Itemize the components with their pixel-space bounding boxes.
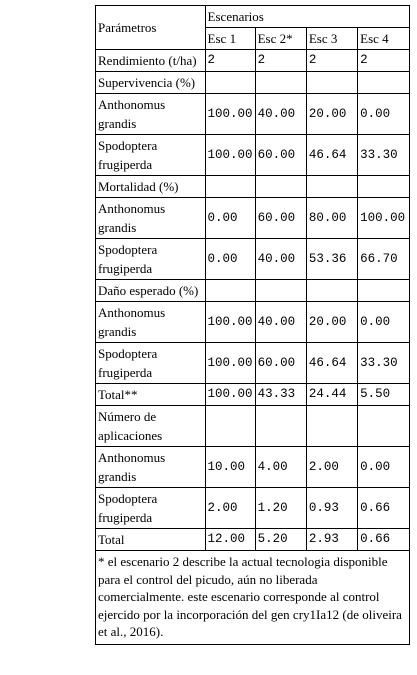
value-cell: 0.00 (358, 302, 410, 343)
value-cell: 80.00 (306, 198, 357, 239)
value-cell (255, 176, 306, 198)
value-cell (306, 406, 357, 447)
escenarios-header: Escenarios (205, 6, 409, 28)
esc-4-header: Esc 4 (358, 28, 410, 50)
value-cell (255, 406, 306, 447)
row-label: Spodoptera frugiperda (96, 239, 206, 280)
value-cell: 100.00 (205, 94, 255, 135)
row-label: Rendimiento (t/ha) (96, 50, 206, 72)
value-cell: 0.00 (205, 239, 255, 280)
row-label: Anthonomus grandis (96, 94, 206, 135)
value-cell (306, 176, 357, 198)
value-cell: 46.64 (306, 135, 357, 176)
value-cell (205, 176, 255, 198)
esc-1-header: Esc 1 (205, 28, 255, 50)
value-cell (358, 406, 410, 447)
row-label: Total (96, 529, 206, 551)
section-row (96, 280, 410, 302)
footnote-row (96, 551, 410, 645)
value-cell: 100.00 (205, 302, 255, 343)
value-cell: 33.30 (358, 135, 410, 176)
table-row (96, 384, 410, 406)
value-cell: 12.00 (205, 529, 255, 551)
value-cell: 5.50 (358, 384, 410, 406)
esc-2-header: Esc 2* (255, 28, 306, 50)
value-cell (205, 406, 255, 447)
value-cell (255, 72, 306, 94)
table-row (96, 343, 410, 384)
value-cell: 24.44 (306, 384, 357, 406)
value-cell: 43.33 (255, 384, 306, 406)
value-cell: 4.00 (255, 447, 306, 488)
table-row (96, 529, 410, 551)
row-label: Número de aplicaciones (96, 406, 206, 447)
header-row-1 (96, 6, 410, 28)
table-row (96, 239, 410, 280)
value-cell: 0.00 (205, 198, 255, 239)
row-label: Anthonomus grandis (96, 302, 206, 343)
value-cell: 100.00 (205, 135, 255, 176)
section-row (96, 72, 410, 94)
row-label: Total** (96, 384, 206, 406)
value-cell: 2.93 (306, 529, 357, 551)
table-row (96, 94, 410, 135)
value-cell: 10.00 (205, 447, 255, 488)
value-cell: 2 (358, 50, 410, 72)
row-label: Anthonomus grandis (96, 198, 206, 239)
table-row (96, 50, 410, 72)
value-cell: 53.36 (306, 239, 357, 280)
value-cell: 40.00 (255, 94, 306, 135)
value-cell (255, 280, 306, 302)
value-cell: 66.70 (358, 239, 410, 280)
value-cell (205, 72, 255, 94)
value-cell (358, 280, 410, 302)
scenarios-table (95, 5, 410, 645)
value-cell (358, 72, 410, 94)
value-cell: 0.66 (358, 488, 410, 529)
value-cell: 40.00 (255, 302, 306, 343)
value-cell: 40.00 (255, 239, 306, 280)
section-row (96, 176, 410, 198)
value-cell: 100.00 (205, 343, 255, 384)
table-row (96, 135, 410, 176)
row-label: Supervivencia (%) (96, 72, 206, 94)
value-cell: 0.66 (358, 529, 410, 551)
value-cell: 60.00 (255, 135, 306, 176)
value-cell (306, 72, 357, 94)
value-cell: 20.00 (306, 94, 357, 135)
table-row (96, 447, 410, 488)
value-cell: 20.00 (306, 302, 357, 343)
value-cell: 2 (306, 50, 357, 72)
value-cell: 0.00 (358, 447, 410, 488)
value-cell: 0.93 (306, 488, 357, 529)
value-cell: 2.00 (306, 447, 357, 488)
parametros-header: Parámetros (96, 6, 206, 50)
value-cell: 2 (255, 50, 306, 72)
value-cell: 60.00 (255, 343, 306, 384)
value-cell: 100.00 (358, 198, 410, 239)
row-label: Anthonomus grandis (96, 447, 206, 488)
section-row (96, 406, 410, 447)
table-body (96, 6, 410, 645)
value-cell (306, 280, 357, 302)
value-cell (205, 280, 255, 302)
footnote: * el escenario 2 describe la actual tecnologia disponible para el control del picudo, aún no liberada comercialmente. este escenario corresponde al control ejercido por la incorporación del gen cry1Ia12 (de oliveira et al., 2016). (96, 551, 410, 645)
value-cell: 1.20 (255, 488, 306, 529)
table-row (96, 198, 410, 239)
value-cell: 5.20 (255, 529, 306, 551)
value-cell: 46.64 (306, 343, 357, 384)
value-cell: 2 (205, 50, 255, 72)
table-row (96, 488, 410, 529)
esc-3-header: Esc 3 (306, 28, 357, 50)
row-label: Mortalidad (%) (96, 176, 206, 198)
row-label: Daño esperado (%) (96, 280, 206, 302)
value-cell: 33.30 (358, 343, 410, 384)
value-cell: 60.00 (255, 198, 306, 239)
table-row (96, 302, 410, 343)
row-label: Spodoptera frugiperda (96, 488, 206, 529)
value-cell: 0.00 (358, 94, 410, 135)
row-label: Spodoptera frugiperda (96, 343, 206, 384)
row-label: Spodoptera frugiperda (96, 135, 206, 176)
value-cell: 2.00 (205, 488, 255, 529)
value-cell (358, 176, 410, 198)
value-cell: 100.00 (205, 384, 255, 406)
